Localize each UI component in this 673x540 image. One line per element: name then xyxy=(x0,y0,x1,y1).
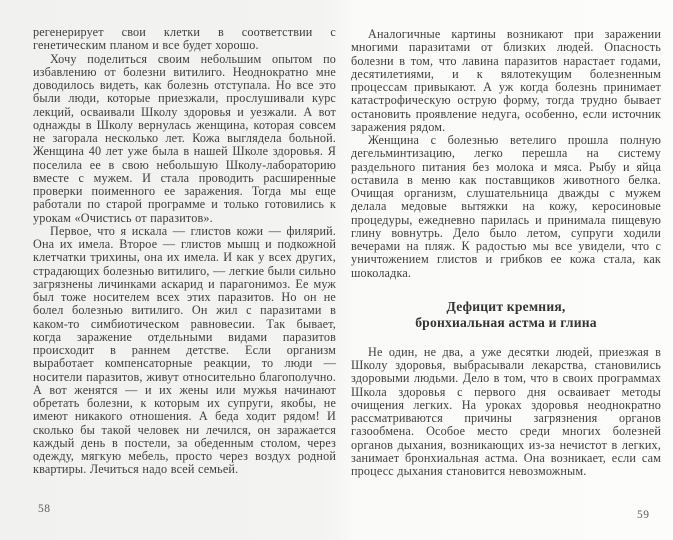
paragraph: Хочу поделиться своим небольшим опытом по избавлению от болезни витилиго. Неоднократно мне доводилось видеть, как болезнь отступала. Но все это были люди, которые приезжали, прослушивали курс лекций, осваивали Школу здоровья и уезжали. А вот однажды в Школу вернулась женщина, которая совсем не загорала несколько лет. Кожа выглядела больной. Женщина 40 лет уже была в нашей Школе здоровья. Я поселила ее в свою небольшую Школу-лабораторию вместе с мужем. И стала проводить расширенные проверки поименного ее заражения. Тогда мы еще работали по старой программе и только готовились к урокам «Очистись от паразитов». xyxy=(33,51,336,225)
section-heading-line1: Дефицит кремния, xyxy=(446,298,566,314)
paragraph: Аналогичные картины возникают при заражении многими паразитами от близких людей. Опасность болезни в том, что лавина паразитов нарастает годами, десятилетиями, и к вялотекущим болезненным процессам привыкают. А уж когда болезнь принимает катастрофическую острую форму, тогда трудно бывает остановить проявление недуга, особенно, если источник заражения рядом. xyxy=(351,27,661,134)
section-heading-line2: бронхиальная астма и глина xyxy=(415,315,597,331)
page-number-left: 58 xyxy=(38,503,51,515)
paragraph: Не один, не два, а уже десятки людей, приезжая в Школу здоровья, выбрасывали лекарства, становились здоровыми людьми. Дело в том, что в своих программах Школа здоровья с первого дня осваивает методы очищения легких. На уроках здоровья неоднократно рассматриваются причины загрязнения органов газообмена. Особое место среди многих болезней органов дыхания, возникающих из-за нечистот в легких, занимает бронхиальная астма. Она возникает, если сам процесс дыхания становится невозможным. xyxy=(351,344,661,478)
section-heading xyxy=(357,299,655,332)
paragraph: регенерирует свои клетки в соответствии с генетическим планом и все будет хорошо. xyxy=(33,25,336,53)
paragraph: Женщина с болезнью ветелиго прошла полную дегельминтизацию, легко перешла на систему раздельного питания без молока и мяса. Рыбу и яйца оставила в меню как поставщиков животного белка. Очищая организм, слушательница дважды с мужем делала медовые вытяжки на кожу, керосиновые процедуры, ежедневно парилась и принимала пищевую глину вовнутрь. Дело было летом, супруги ходили вечерами на пляж. К радостью мы все увидели, что с уничтожением глистов и грибков ее кожа стала, как шоколадка. xyxy=(351,133,661,280)
left-page-text-column xyxy=(33,26,336,477)
paragraph: Первое, что я искала — глистов кожи — филярий. Она их имела. Второе — глистов мышц и подкожной клетчатки трихины, она их имела. И как у всех других, страдающих болезнью витилиго, — легкие были сильно загрязнены личинками аскарид и парагонимоз. Ее муж был тоже носителем всех этих паразитов. Но он не болел болезнью витилиго. Он жил с паразитами в каком-то симбиотическом равновесии. Так бывает, когда заражение отдельными видами паразитов происходит в раннем детстве. Если организм выработает компенсаторные реакции, то люди — носители паразитов, живут относительно благополучно. А вот женятся — и их жены или мужья начинают обретать болезни, к которым их супруги, якобы, не имеют никакого отношения. А беда ходит рядом! И сколько бы такой человек ни лечился, он заражается каждый день в постели, за обеденным столом, через одежду, мягкую мебель, просто через воздух родной квартиры. Лечиться надо всей семьей. xyxy=(33,223,336,477)
right-page-text-column xyxy=(351,28,661,478)
page-number-right: 59 xyxy=(637,509,650,521)
